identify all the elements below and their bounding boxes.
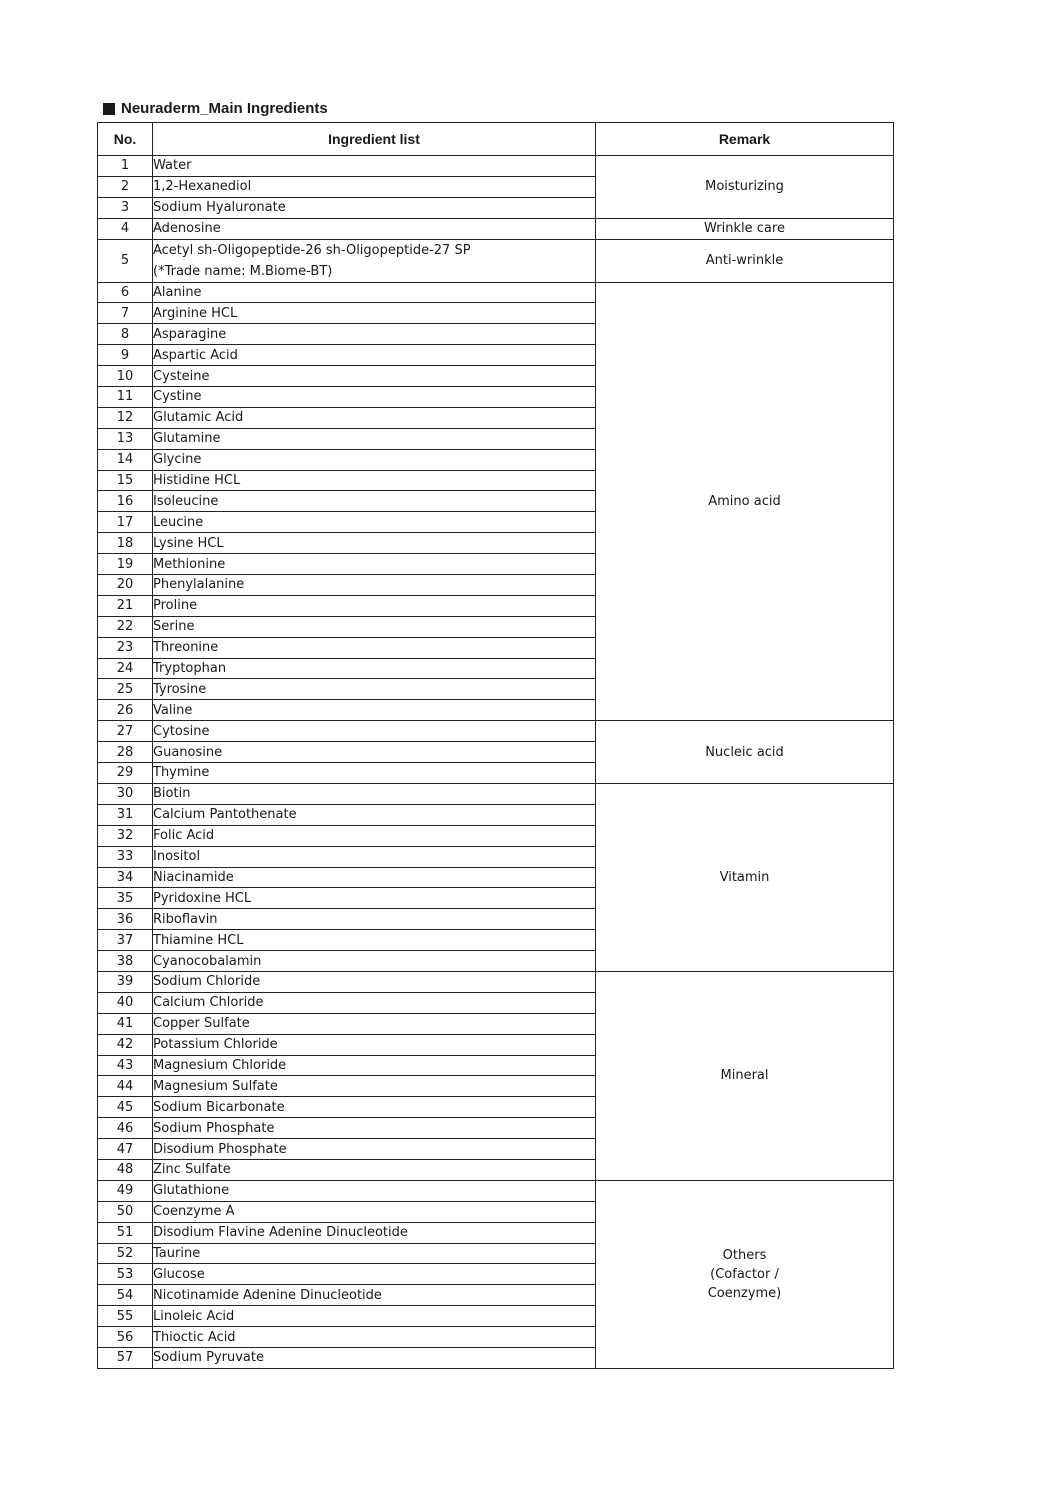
ingredient-number: 49 bbox=[98, 1180, 153, 1201]
remark-cell bbox=[596, 156, 894, 219]
ingredient-number: 28 bbox=[98, 742, 153, 763]
bullet-square-icon bbox=[103, 103, 115, 115]
ingredient-name: Serine bbox=[153, 616, 596, 637]
ingredient-number: 3 bbox=[98, 197, 153, 218]
ingredient-number: 54 bbox=[98, 1285, 153, 1306]
ingredient-number: 14 bbox=[98, 449, 153, 470]
ingredient-number: 50 bbox=[98, 1201, 153, 1222]
ingredient-number: 31 bbox=[98, 804, 153, 825]
ingredient-number: 55 bbox=[98, 1306, 153, 1327]
ingredient-name: Inositol bbox=[153, 846, 596, 867]
ingredient-number: 36 bbox=[98, 909, 153, 930]
ingredient-number: 29 bbox=[98, 763, 153, 784]
ingredient-name: Phenylalanine bbox=[153, 575, 596, 596]
table-header-row bbox=[98, 123, 894, 156]
remark-label: Anti-wrinkle bbox=[705, 253, 784, 269]
ingredient-name: Guanosine bbox=[153, 742, 596, 763]
ingredient-number: 38 bbox=[98, 951, 153, 972]
ingredient-name: Magnesium Chloride bbox=[153, 1055, 596, 1076]
table-row bbox=[98, 1180, 894, 1201]
table-row bbox=[98, 282, 894, 303]
ingredient-number: 1 bbox=[98, 156, 153, 177]
ingredient-name: Copper Sulfate bbox=[153, 1013, 596, 1034]
table-body bbox=[98, 156, 894, 1369]
ingredient-name: Asparagine bbox=[153, 324, 596, 345]
ingredient-number: 19 bbox=[98, 554, 153, 575]
ingredient-number: 7 bbox=[98, 303, 153, 324]
ingredient-number: 8 bbox=[98, 324, 153, 345]
ingredient-name: Glucose bbox=[153, 1264, 596, 1285]
remark-label: Amino acid bbox=[708, 493, 781, 509]
ingredient-number: 21 bbox=[98, 595, 153, 616]
ingredient-name: Coenzyme A bbox=[153, 1201, 596, 1222]
ingredient-number: 37 bbox=[98, 930, 153, 951]
ingredient-number: 34 bbox=[98, 867, 153, 888]
remark-label: Moisturizing bbox=[705, 179, 784, 195]
header-remark: Remark bbox=[596, 123, 894, 156]
ingredient-number: 48 bbox=[98, 1159, 153, 1180]
remark-cell bbox=[596, 239, 894, 282]
ingredient-number: 41 bbox=[98, 1013, 153, 1034]
ingredient-number: 10 bbox=[98, 366, 153, 387]
ingredient-name: Niacinamide bbox=[153, 867, 596, 888]
ingredient-name: Sodium Pyruvate bbox=[153, 1347, 596, 1368]
ingredient-number: 51 bbox=[98, 1222, 153, 1243]
ingredient-number: 16 bbox=[98, 491, 153, 512]
ingredient-number: 56 bbox=[98, 1327, 153, 1348]
ingredient-number: 18 bbox=[98, 533, 153, 554]
ingredient-number: 2 bbox=[98, 176, 153, 197]
ingredient-number: 35 bbox=[98, 888, 153, 909]
ingredient-name: Potassium Chloride bbox=[153, 1034, 596, 1055]
ingredient-name: Zinc Sulfate bbox=[153, 1159, 596, 1180]
ingredient-name: Alanine bbox=[153, 282, 596, 303]
remark-label: Wrinkle care bbox=[704, 221, 785, 237]
remark-label: Vitamin bbox=[719, 869, 770, 885]
title-text: Neuraderm_Main Ingredients bbox=[121, 100, 328, 117]
ingredient-name: Glycine bbox=[153, 449, 596, 470]
ingredient-name: Linoleic Acid bbox=[153, 1306, 596, 1327]
ingredient-number: 22 bbox=[98, 616, 153, 637]
ingredient-number: 20 bbox=[98, 575, 153, 596]
ingredient-name: Folic Acid bbox=[153, 825, 596, 846]
ingredient-name: Leucine bbox=[153, 512, 596, 533]
header-ingredient: Ingredient list bbox=[153, 123, 596, 156]
ingredient-name: Disodium Flavine Adenine Dinucleotide bbox=[153, 1222, 596, 1243]
remark-cell bbox=[596, 218, 894, 239]
ingredient-name: 1,2-Hexanediol bbox=[153, 176, 596, 197]
ingredient-name: Calcium Pantothenate bbox=[153, 804, 596, 825]
remark-label: (Cofactor / bbox=[710, 1266, 779, 1282]
header-no: No. bbox=[98, 123, 153, 156]
remark-cell bbox=[596, 282, 894, 721]
ingredient-name: Thiamine HCL bbox=[153, 930, 596, 951]
ingredient-number: 43 bbox=[98, 1055, 153, 1076]
remark-label: Nucleic acid bbox=[705, 744, 784, 760]
ingredients-table bbox=[97, 122, 894, 1369]
ingredient-number: 17 bbox=[98, 512, 153, 533]
remark-cell bbox=[596, 783, 894, 971]
ingredient-name: Sodium Bicarbonate bbox=[153, 1097, 596, 1118]
ingredient-number: 42 bbox=[98, 1034, 153, 1055]
ingredient-number: 23 bbox=[98, 637, 153, 658]
ingredient-name: Disodium Phosphate bbox=[153, 1139, 596, 1160]
ingredient-number: 11 bbox=[98, 387, 153, 408]
ingredient-name: Sodium Hyaluronate bbox=[153, 197, 596, 218]
ingredient-number: 46 bbox=[98, 1118, 153, 1139]
ingredient-name: Thymine bbox=[153, 763, 596, 784]
ingredient-number: 53 bbox=[98, 1264, 153, 1285]
ingredient-number: 33 bbox=[98, 846, 153, 867]
table-row bbox=[98, 218, 894, 239]
ingredient-name-line2: (*Trade name: M.Biome-BT) bbox=[153, 263, 333, 279]
ingredient-name: Riboflavin bbox=[153, 909, 596, 930]
ingredient-number: 5 bbox=[98, 239, 153, 282]
ingredient-name: Tyrosine bbox=[153, 679, 596, 700]
ingredient-name: Water bbox=[153, 156, 596, 177]
ingredient-number: 25 bbox=[98, 679, 153, 700]
ingredient-name: Lysine HCL bbox=[153, 533, 596, 554]
ingredient-number: 27 bbox=[98, 721, 153, 742]
table-row bbox=[98, 239, 894, 282]
remark-label: Coenzyme) bbox=[707, 1285, 782, 1301]
remark-label: Mineral bbox=[720, 1068, 769, 1084]
ingredient-number: 26 bbox=[98, 700, 153, 721]
ingredient-number: 40 bbox=[98, 992, 153, 1013]
ingredient-name: Isoleucine bbox=[153, 491, 596, 512]
ingredient-number: 13 bbox=[98, 428, 153, 449]
ingredient-number: 30 bbox=[98, 783, 153, 804]
ingredient-number: 52 bbox=[98, 1243, 153, 1264]
ingredient-number: 45 bbox=[98, 1097, 153, 1118]
remark-cell bbox=[596, 721, 894, 784]
ingredient-name: Valine bbox=[153, 700, 596, 721]
ingredient-name: Histidine HCL bbox=[153, 470, 596, 491]
remark-cell bbox=[596, 971, 894, 1180]
ingredient-name: Cystine bbox=[153, 387, 596, 408]
ingredient-number: 12 bbox=[98, 407, 153, 428]
table-row bbox=[98, 971, 894, 992]
ingredient-name: Calcium Chloride bbox=[153, 992, 596, 1013]
ingredient-name: Cytosine bbox=[153, 721, 596, 742]
ingredient-number: 32 bbox=[98, 825, 153, 846]
ingredient-number: 39 bbox=[98, 971, 153, 992]
ingredient-name bbox=[153, 239, 596, 282]
ingredient-name: Magnesium Sulfate bbox=[153, 1076, 596, 1097]
ingredient-number: 4 bbox=[98, 218, 153, 239]
ingredient-number: 44 bbox=[98, 1076, 153, 1097]
ingredient-number: 47 bbox=[98, 1139, 153, 1160]
ingredient-name: Nicotinamide Adenine Dinucleotide bbox=[153, 1285, 596, 1306]
remark-cell bbox=[596, 1180, 894, 1368]
ingredient-number: 15 bbox=[98, 470, 153, 491]
ingredient-name: Glutathione bbox=[153, 1180, 596, 1201]
ingredient-number: 9 bbox=[98, 345, 153, 366]
remark-label: Others bbox=[722, 1247, 767, 1263]
ingredient-name: Adenosine bbox=[153, 218, 596, 239]
ingredient-name: Glutamine bbox=[153, 428, 596, 449]
ingredient-name: Tryptophan bbox=[153, 658, 596, 679]
table-row bbox=[98, 783, 894, 804]
ingredient-name: Aspartic Acid bbox=[153, 345, 596, 366]
ingredient-name: Pyridoxine HCL bbox=[153, 888, 596, 909]
ingredient-name: Proline bbox=[153, 595, 596, 616]
table-row bbox=[98, 721, 894, 742]
ingredient-name: Methionine bbox=[153, 554, 596, 575]
ingredient-name: Sodium Chloride bbox=[153, 971, 596, 992]
ingredient-number: 57 bbox=[98, 1347, 153, 1368]
ingredient-name: Sodium Phosphate bbox=[153, 1118, 596, 1139]
ingredient-number: 24 bbox=[98, 658, 153, 679]
ingredient-name: Cysteine bbox=[153, 366, 596, 387]
ingredient-name: Cyanocobalamin bbox=[153, 951, 596, 972]
ingredient-name: Biotin bbox=[153, 783, 596, 804]
ingredient-name-line1: Acetyl sh-Oligopeptide-26 sh-Oligopeptide-27 SP bbox=[153, 242, 471, 258]
table-row bbox=[98, 156, 894, 177]
ingredient-name: Threonine bbox=[153, 637, 596, 658]
document-title bbox=[103, 100, 328, 117]
ingredient-name: Thioctic Acid bbox=[153, 1327, 596, 1348]
ingredient-name: Arginine HCL bbox=[153, 303, 596, 324]
ingredient-number: 6 bbox=[98, 282, 153, 303]
ingredient-name: Taurine bbox=[153, 1243, 596, 1264]
ingredient-name: Glutamic Acid bbox=[153, 407, 596, 428]
